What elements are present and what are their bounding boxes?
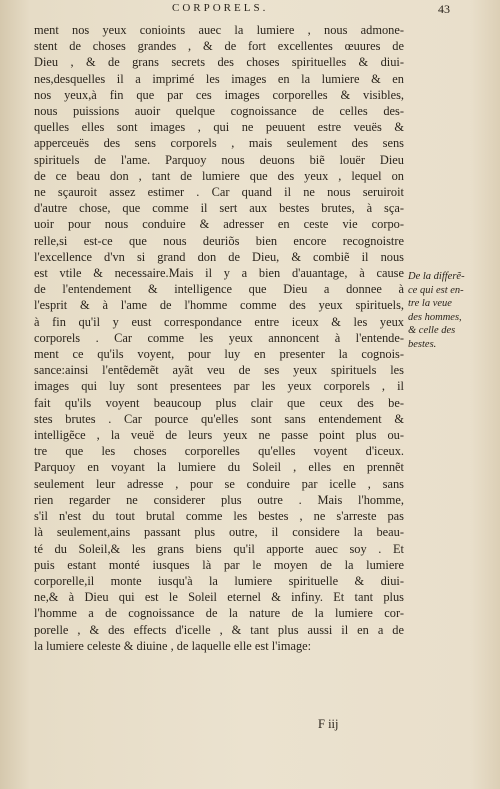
text-line: nos yeux,à fin que par ces images corporelles & visibles, <box>34 87 404 102</box>
text-line: l'esprit & à l'ame de l'homme comme des yeux spirituels, <box>34 298 404 313</box>
text-line: relle,si est-ce que nous deuriõs bien encore recognoistre <box>34 233 404 248</box>
page-header <box>40 2 450 20</box>
text-line: ne,& à Dieu qui est le Soleil eternel & infiny. Et tant plus <box>34 590 404 605</box>
text-line: est vtile & necessaire.Mais il y a bien d'auantage, à cause <box>34 266 404 281</box>
text-line: Parquoy en voyant la lumiere du Soleil , elles en prennẽt <box>34 460 404 475</box>
text-line: ment ce qu'ils voyent, pour luy en presenter la cognois- <box>34 347 404 362</box>
text-line: images qui luy sont presentees par les yeux corporels , il <box>34 379 404 394</box>
text-line: nous puissions auoir quelque cognoissance de celles des- <box>34 104 404 119</box>
text-line: de ce beau don , tant de lumiere que des yeux , lequel on <box>34 168 404 183</box>
text-line: puis estant monté iusques là par le moyen de la lumiere <box>34 557 404 572</box>
text-line: s'il n'est du tout brutal comme les bestes , ne s'arreste pas <box>34 509 404 524</box>
text-line: stent de choses grandes , & de fort excellentes œuures de <box>34 39 404 54</box>
text-line: là seulement,ains passant plus outre, il considere la beau- <box>34 525 404 540</box>
text-line: d'autre chose, que comme il sert aux bestes brutes, à sça- <box>34 201 404 216</box>
text-line: uoir pour nous conduire & adresser en ceste vie corpo- <box>34 217 404 232</box>
text-line: rien regarder ne considerer plus outre . Mais l'homme, <box>34 492 404 507</box>
text-line: à fin qu'il y eust correspondance entre iceux & les yeux <box>34 314 404 329</box>
text-line: corporelle,il monte iusqu'à la lumiere spirituelle & diui- <box>34 573 404 588</box>
text-line: la lumiere celeste & diuine , de laquelle elle est l'image: <box>34 638 312 653</box>
page-number: 43 <box>438 2 450 16</box>
text-line: ment nos yeux conioints auec la lumiere , nous admone- <box>34 23 404 37</box>
text-line: sance:ainsi l'entẽdemẽt ayãt veu de ses yeux spirituels les <box>34 363 404 378</box>
text-line: corporels . Car comme les yeux annoncent à l'entende- <box>34 330 404 345</box>
margin-note-line: des hommes, <box>408 311 462 323</box>
text-line: l'excellence d'vn si grand don de Dieu, & combiẽ il nous <box>34 249 404 264</box>
margin-note-line: ce qui est en- <box>408 284 464 296</box>
text-line: ne sçauroit assez estimer . Car quand il ne nous seruiroit <box>34 185 404 200</box>
text-line: Dieu , & de grans secrets des choses spirituelles & diui- <box>34 55 404 70</box>
text-line: nes,desquelles il a imprimé les images en la lumiere & en <box>34 71 404 86</box>
text-line: fait qu'ils voyent beaucoup plus clair que ceux des be- <box>34 395 404 410</box>
text-line: tre que les choses corporelles qu'elles voyent d'iceux. <box>34 444 404 459</box>
text-line: porelle , & des effects d'icelle , & tant plus aussi il en a de <box>34 622 404 637</box>
text-line: seulement leur adresse , pour se conduire par icelle , sans <box>34 476 404 491</box>
signature-mark: F iij <box>318 717 339 731</box>
text-line: de l'entendement & intelligence que Dieu a donnee à <box>34 282 404 297</box>
text-line: l'homme a de cognoissance de la nature de la lumiere cor- <box>34 606 404 621</box>
text-line: stes brutes . Car pource qu'elles sont sans entendement & <box>34 411 404 426</box>
text-line: apperceuës des sens corporels , mais seulement des sens <box>34 136 404 151</box>
margin-note-line: bestes. <box>408 338 437 350</box>
text-line: intelligẽce , la veuë de leurs yeux ne passe point plus ou- <box>34 428 404 443</box>
margin-note-line: De la differẽ- <box>408 271 465 282</box>
text-line: quelles elles sont images , qui ne peuuent estre veuës & <box>34 120 404 135</box>
text-line: spirituels de l'ame. Parquoy nous deuons biẽ louër Dieu <box>34 152 404 167</box>
running-head: CORPORELS. <box>172 2 269 14</box>
margin-note <box>408 270 498 351</box>
margin-note-line: & celle des <box>408 325 456 336</box>
margin-note-line: tre la veue <box>408 298 452 309</box>
body-text <box>34 22 404 654</box>
text-line: té du Soleil,& les grans biens qu'il apporte auec soy . Et <box>34 541 404 556</box>
